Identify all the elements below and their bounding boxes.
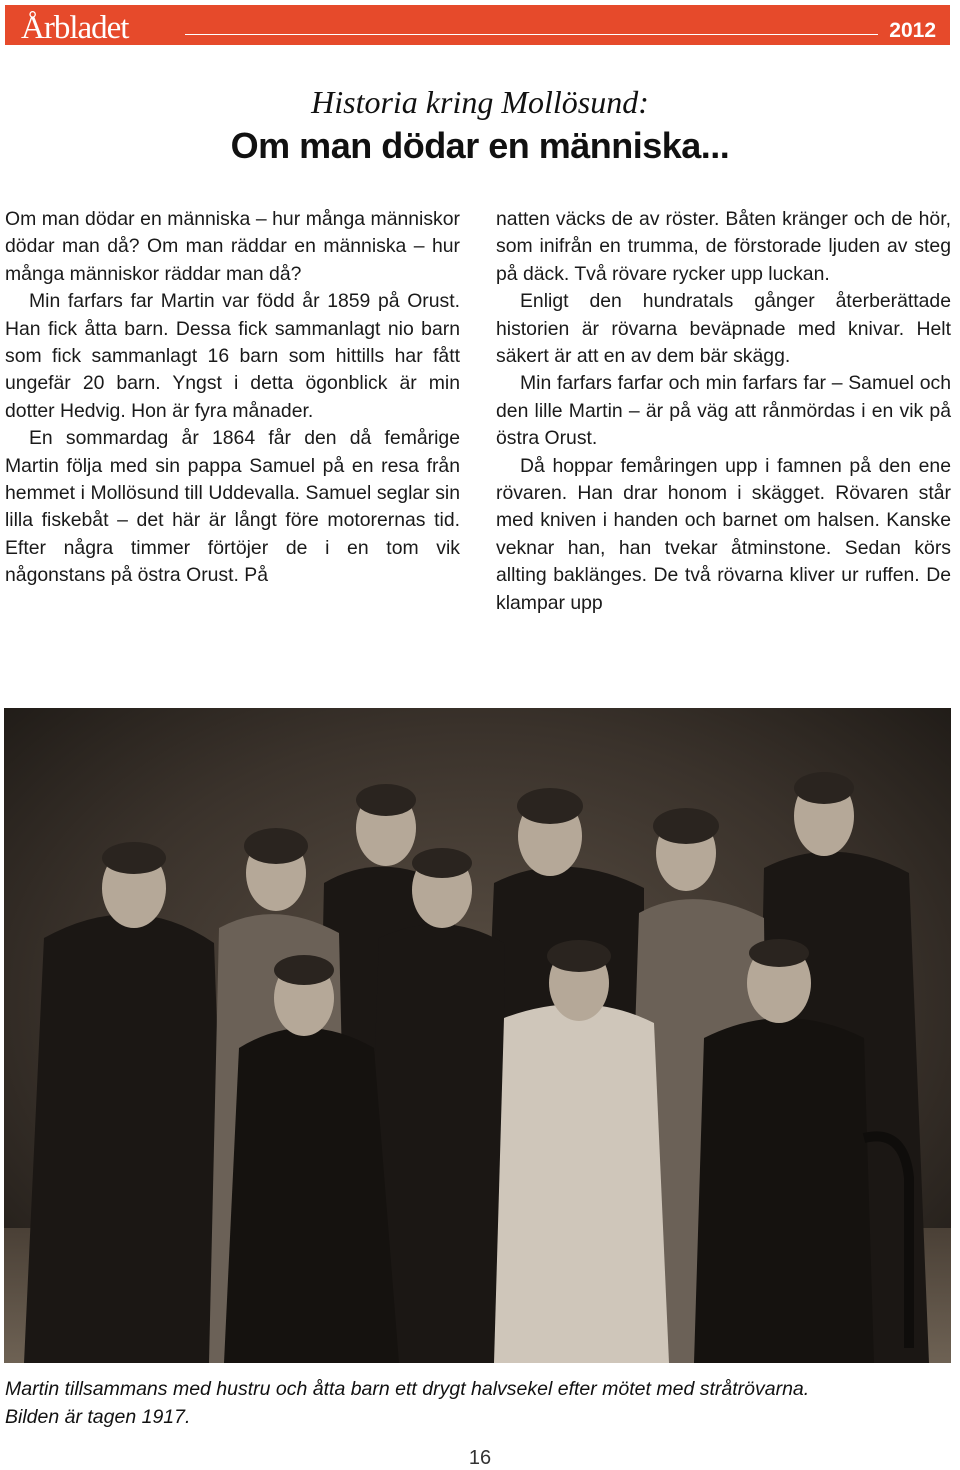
article-headline: Om man dödar en människa... <box>230 125 730 166</box>
right-paragraph-4: Då hoppar femåringen upp i famnen på den ene rövaren. Han drar honom i skägget. Rövaren står med kniven i handen och barnet om halsen. Kanske veknar han, han tvekar åtminstone. Sedan körs allting baklänges. De två rövarna kliver ur ruffen. De klampar upp <box>496 454 951 614</box>
photo-caption-line-2: Bilden är tagen 1917. <box>5 1406 191 1428</box>
right-column <box>496 206 951 617</box>
right-paragraph-2: Enligt den hundratals gånger återberättade historien är rövarna beväpnade med knivar. Helt säkert är att en av dem bär skägg. <box>496 290 951 368</box>
left-column <box>5 206 460 590</box>
right-paragraph-1: natten väcks de av röster. Båten kränger och de hör, som inifrån en trumma, de förstorade ljuden av steg på däck. Två rövare rycker upp luckan. <box>496 208 951 285</box>
portrait-illustration <box>4 708 951 1363</box>
article-kicker: Historia kring Mollösund: <box>311 84 649 120</box>
header-band <box>5 5 950 45</box>
left-paragraph-1: Om man dödar en människa – hur många människor dödar man då? Om man räddar en människa – hur många människor räddar man då? <box>5 208 460 285</box>
header-rule <box>185 34 878 35</box>
photo-caption <box>5 1375 945 1431</box>
issue-year: 2012 <box>889 19 936 42</box>
photo-caption-line-1: Martin tillsammans med hustru och åtta barn ett drygt halvsekel efter mötet med stråtrövarna. <box>5 1378 810 1400</box>
left-paragraph-2: Min farfars far Martin var född år 1859 på Orust. Han fick åtta barn. Dessa fick sammanlagt nio barn som fick sammanlagt 16 barn som hittills har fått ungefär 20 barn. Yngst i detta ögonblick är min dotter Hedvig. Hon är fyra månader. <box>5 290 460 422</box>
left-paragraph-3: En sommardag år 1864 får den då femårige Martin följa med sin pappa Samuel på en resa från hemmet i Mollösund till Uddevalla. Samuel seglar sin lilla fiskebåt – det här är långt före motorernas tid. Efter några timmer förtöjer de i en tom vik någonstans på östra Orust. På <box>5 427 460 587</box>
masthead-title: Årbladet <box>21 10 129 46</box>
page-number: 16 <box>468 1447 492 1469</box>
family-portrait-photo <box>4 708 951 1363</box>
right-paragraph-3: Min farfars farfar och min farfars far – Samuel och den lille Martin – är på väg att rånmördas i en vik på östra Orust. <box>496 372 951 450</box>
